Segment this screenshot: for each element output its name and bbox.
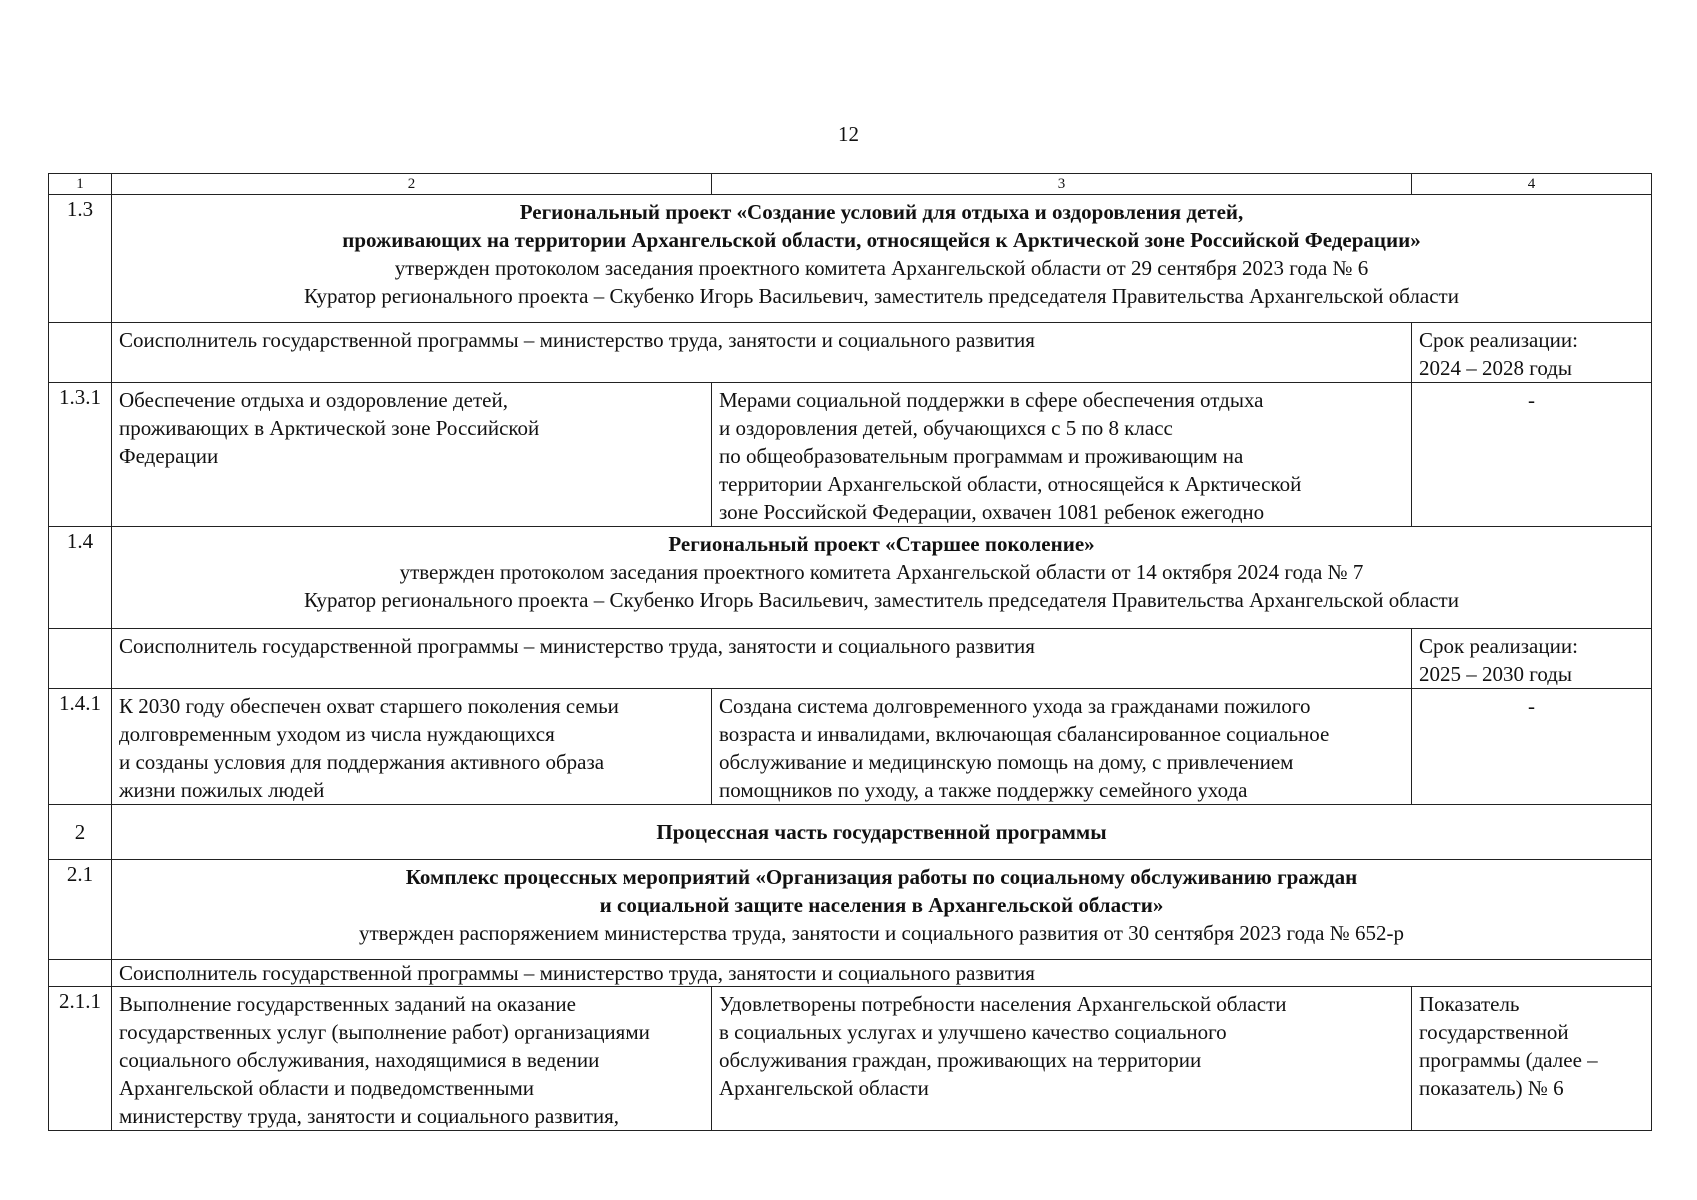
- section-number: 1.3: [49, 195, 112, 323]
- result-line: Архангельской области: [719, 1076, 929, 1100]
- program-table: [48, 173, 1652, 1131]
- section-number: 1.4: [49, 527, 112, 629]
- complex-title-line: Комплекс процессных мероприятий «Организация работы по социальному обслуживанию граждан: [405, 865, 1358, 889]
- indicator-line: Показатель: [1419, 992, 1520, 1016]
- coexecutor-text: Соисполнитель государственной программы – министерство труда, занятости и социального развития: [112, 960, 1652, 987]
- result-line: возраста и инвалидами, включающая сбалансированное социальное: [719, 722, 1330, 746]
- curator-text: Куратор регионального проекта – Скубенко Игорь Васильевич, заместитель председателя Правительства Архангельской области: [304, 588, 1459, 612]
- result-line: Создана система долговременного ухода за гражданами пожилого: [719, 694, 1311, 718]
- result-line: Мерами социальной поддержки в сфере обеспечения отдыха: [719, 388, 1264, 412]
- project-title: Региональный проект «Старшее поколение»: [668, 532, 1095, 556]
- result-line: Удовлетворены потребности населения Архангельской области: [719, 992, 1287, 1016]
- curator-text: Куратор регионального проекта – Скубенко Игорь Васильевич, заместитель председателя Правительства Архангельской области: [304, 284, 1459, 308]
- result-line: по общеобразовательным программам и проживающим на: [719, 444, 1244, 468]
- task-line: и созданы условия для поддержания активного образа: [119, 750, 605, 774]
- term-value: 2024 – 2028 годы: [1419, 356, 1573, 380]
- result-line: территории Архангельской области, относящейся к Арктической: [719, 472, 1302, 496]
- task-line: Архангельской области и подведомственными: [119, 1076, 534, 1100]
- task-line: жизни пожилых людей: [119, 778, 325, 802]
- indicator-line: программы (далее –: [1419, 1048, 1598, 1072]
- empty-cell: [49, 323, 112, 383]
- result-cell: [712, 383, 1412, 527]
- section-number: 2: [49, 805, 112, 860]
- indicator-line: государственной: [1419, 1020, 1569, 1044]
- task-line: государственных услуг (выполнение работ) организациями: [119, 1020, 650, 1044]
- coexecutor-row: [49, 629, 1652, 689]
- section-header-row: [49, 805, 1652, 860]
- complex-title-line: и социальной защите населения в Архангельской области»: [599, 893, 1164, 917]
- column-number: 4: [1412, 174, 1652, 195]
- term-label: Срок реализации:: [1419, 328, 1578, 352]
- term-value: 2025 – 2030 годы: [1419, 662, 1573, 686]
- indicator-cell: [1412, 987, 1652, 1131]
- task-line: Федерации: [119, 444, 219, 468]
- result-line: помощников по уходу, а также поддержку семейного ухода: [719, 778, 1248, 802]
- task-line: проживающих в Арктической зоне Российской: [119, 416, 540, 440]
- column-number: 1: [49, 174, 112, 195]
- result-line: в социальных услугах и улучшено качество социального: [719, 1020, 1227, 1044]
- indicator-cell: -: [1412, 383, 1652, 527]
- column-number: 3: [712, 174, 1412, 195]
- row-number: 2.1.1: [49, 987, 112, 1131]
- table-row: [49, 383, 1652, 527]
- empty-cell: [49, 629, 112, 689]
- section-number: 2.1: [49, 860, 112, 960]
- result-line: и оздоровления детей, обучающихся с 5 по 8 класс: [719, 416, 1173, 440]
- page-number: 12: [838, 122, 859, 146]
- task-line: Обеспечение отдыха и оздоровление детей,: [119, 388, 508, 412]
- term-cell: [1412, 629, 1652, 689]
- result-line: зоне Российской Федерации, охвачен 1081 ребенок ежегодно: [719, 500, 1265, 524]
- table-row: [49, 689, 1652, 805]
- result-line: обслуживания граждан, проживающих на территории: [719, 1048, 1202, 1072]
- task-line: К 2030 году обеспечен охват старшего поколения семьи: [119, 694, 619, 718]
- project-title-line: Региональный проект «Создание условий для отдыха и оздоровления детей,: [519, 200, 1244, 224]
- section-header-row: [49, 860, 1652, 960]
- result-cell: [712, 689, 1412, 805]
- task-line: социального обслуживания, находящимися в ведении: [119, 1048, 600, 1072]
- term-label: Срок реализации:: [1419, 634, 1578, 658]
- column-number-row: [49, 174, 1652, 195]
- section-header-row: [49, 195, 1652, 323]
- task-line: Выполнение государственных заданий на оказание: [119, 992, 576, 1016]
- section-header: [112, 527, 1652, 629]
- table-row: [49, 987, 1652, 1131]
- row-number: 1.3.1: [49, 383, 112, 527]
- result-cell: [712, 987, 1412, 1131]
- section-header: [112, 195, 1652, 323]
- coexecutor-row: [49, 323, 1652, 383]
- result-line: обслуживание и медицинскую помощь на дому, с привлечением: [719, 750, 1294, 774]
- task-line: министерству труда, занятости и социального развития,: [119, 1104, 620, 1128]
- section-header: [112, 860, 1652, 960]
- task-cell: [112, 987, 712, 1131]
- section-header-row: [49, 527, 1652, 629]
- task-cell: [112, 383, 712, 527]
- coexecutor-text: Соисполнитель государственной программы – министерство труда, занятости и социального развития: [112, 629, 1412, 689]
- indicator-line: показатель) № 6: [1419, 1076, 1564, 1100]
- approval-text: утвержден распоряжением министерства труда, занятости и социального развития от 30 сентября 2023 года № 652-р: [359, 921, 1404, 945]
- column-number: 2: [112, 174, 712, 195]
- task-cell: [112, 689, 712, 805]
- coexecutor-text: Соисполнитель государственной программы – министерство труда, занятости и социального развития: [112, 323, 1412, 383]
- term-cell: [1412, 323, 1652, 383]
- approval-text: утвержден протоколом заседания проектного комитета Архангельской области от 29 сентября 2023 года № 6: [394, 256, 1369, 280]
- indicator-cell: -: [1412, 689, 1652, 805]
- row-number: 1.4.1: [49, 689, 112, 805]
- coexecutor-row: [49, 960, 1652, 987]
- task-line: долговременным уходом из числа нуждающихся: [119, 722, 555, 746]
- project-title-line: проживающих на территории Архангельской области, относящейся к Арктической зоне Российской Федерации»: [342, 228, 1421, 252]
- empty-cell: [49, 960, 112, 987]
- approval-text: утвержден протоколом заседания проектного комитета Архангельской области от 14 октября 2024 года № 7: [399, 560, 1364, 584]
- section-title: Процессная часть государственной программы: [112, 805, 1652, 860]
